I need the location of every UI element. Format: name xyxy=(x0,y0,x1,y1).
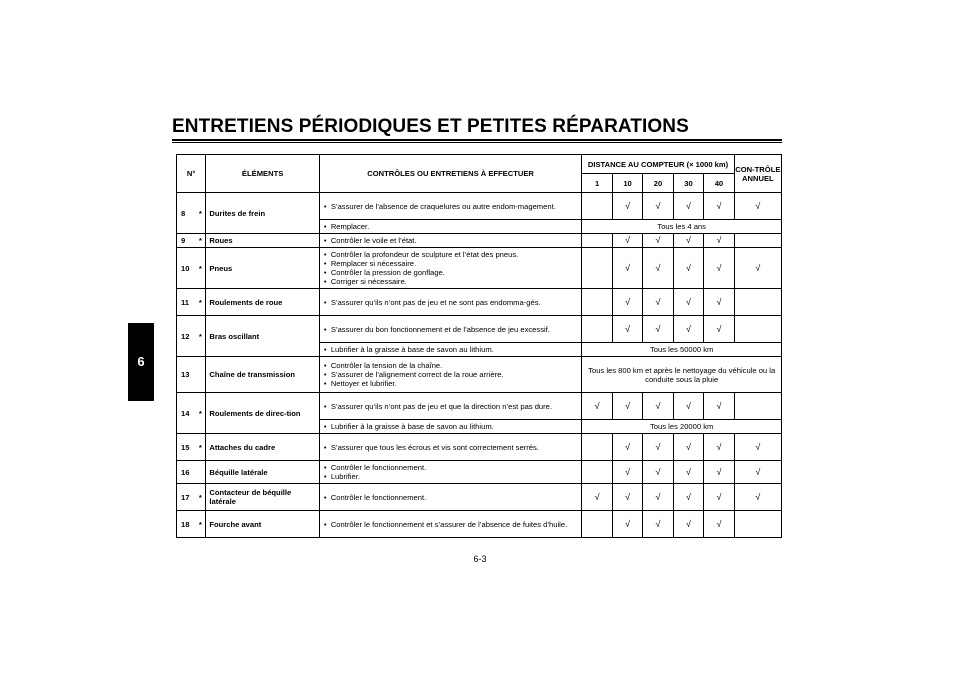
item-number: 10 xyxy=(177,248,196,289)
annual-check-mark: √ xyxy=(734,484,781,511)
item-number: 8 xyxy=(177,193,196,234)
title-rule xyxy=(172,139,782,143)
check-item: • Contrôler le fonctionnement. xyxy=(324,493,578,502)
maintenance-table xyxy=(176,154,782,538)
item-star: * xyxy=(195,248,206,289)
checks-list xyxy=(324,236,578,245)
check-mark: √ xyxy=(704,511,735,538)
item-number: 17 xyxy=(177,484,196,511)
table-row xyxy=(177,193,782,220)
annual-check-mark xyxy=(734,393,781,420)
check-item: • Contrôler le voile et l’état. xyxy=(324,236,578,245)
annual-check-mark xyxy=(734,234,781,248)
chapter-tab: 6 xyxy=(128,323,154,401)
check-mark: √ xyxy=(612,434,642,461)
interval-text: Tous les 4 ans xyxy=(582,220,782,234)
check-mark: √ xyxy=(612,511,642,538)
check-item: • S’assurer de l’alignement correct de la roue arrière. xyxy=(324,370,578,379)
check-mark: √ xyxy=(643,434,673,461)
checks-list xyxy=(324,325,578,334)
header-annual: CON-TRÔLE ANNUEL xyxy=(734,155,781,193)
check-mark xyxy=(582,461,612,484)
check-item: • Contrôler la profondeur de sculpture et l’état des pneus. xyxy=(324,250,578,259)
check-item: • Contrôler le fonctionnement et s’assurer de l’absence de fuites d’huile. xyxy=(324,520,578,529)
header-checks: CONTRÔLES OU ENTRETIENS À EFFECTUER xyxy=(319,155,582,193)
check-mark xyxy=(582,316,612,343)
item-number: 18 xyxy=(177,511,196,538)
annual-check-mark: √ xyxy=(734,193,781,220)
item-star xyxy=(195,357,206,393)
table-row xyxy=(177,234,782,248)
item-checks xyxy=(319,248,582,289)
item-number: 16 xyxy=(177,461,196,484)
check-item: • Contrôler la tension de la chaîne. xyxy=(324,361,578,370)
item-star: * xyxy=(195,511,206,538)
check-mark: √ xyxy=(673,484,703,511)
check-mark xyxy=(582,434,612,461)
header-distance: DISTANCE AU COMPTEUR (× 1000 km) xyxy=(582,155,734,174)
check-mark: √ xyxy=(704,316,735,343)
header-num: N° xyxy=(177,155,206,193)
item-checks xyxy=(319,234,582,248)
check-item: • S’assurer du bon fonctionnement et de l’absence de jeu excessif. xyxy=(324,325,578,334)
check-mark: √ xyxy=(704,289,735,316)
check-mark: √ xyxy=(704,461,735,484)
item-star: * xyxy=(195,316,206,357)
table-row xyxy=(177,484,782,511)
table-row xyxy=(177,461,782,484)
check-mark: √ xyxy=(704,193,735,220)
header-element: ÉLÉMENTS xyxy=(206,155,319,193)
check-mark: √ xyxy=(673,511,703,538)
check-item: • S’assurer qu’ils n’ont pas de jeu et ne sont pas endomma-gés. xyxy=(324,298,578,307)
item-star: * xyxy=(195,434,206,461)
checks-list xyxy=(324,443,578,452)
check-item: • Contrôler la pression de gonflage. xyxy=(324,268,578,277)
item-checks xyxy=(319,220,582,234)
header-km-30: 30 xyxy=(673,174,703,193)
check-mark: √ xyxy=(643,289,673,316)
checks-list xyxy=(324,298,578,307)
check-mark: √ xyxy=(704,484,735,511)
item-checks xyxy=(319,193,582,220)
check-item: • Contrôler le fonctionnement. xyxy=(324,463,578,472)
item-checks xyxy=(319,343,582,357)
annual-check-mark: √ xyxy=(734,461,781,484)
check-item: • S’assurer de l’absence de craquelures ou autre endom-magement. xyxy=(324,202,578,211)
check-item: • S’assurer que tous les écrous et vis sont correctement serrés. xyxy=(324,443,578,452)
item-number: 12 xyxy=(177,316,196,357)
check-mark: √ xyxy=(673,289,703,316)
item-number: 11 xyxy=(177,289,196,316)
item-element: Durites de frein xyxy=(206,193,319,234)
item-checks xyxy=(319,420,582,434)
check-mark xyxy=(582,234,612,248)
item-star: * xyxy=(195,393,206,434)
check-item: • Nettoyer et lubrifier. xyxy=(324,379,578,388)
check-item: • Corriger si nécessaire. xyxy=(324,277,578,286)
check-item: • S’assurer qu’ils n’ont pas de jeu et que la direction n’est pas dure. xyxy=(324,402,578,411)
item-checks xyxy=(319,461,582,484)
table-row xyxy=(177,357,782,393)
item-checks xyxy=(319,289,582,316)
table-row xyxy=(177,289,782,316)
check-mark: √ xyxy=(612,234,642,248)
checks-list xyxy=(324,402,578,411)
table-row xyxy=(177,511,782,538)
item-checks xyxy=(319,511,582,538)
check-mark: √ xyxy=(673,393,703,420)
check-mark: √ xyxy=(673,193,703,220)
item-checks xyxy=(319,357,582,393)
item-star: * xyxy=(195,193,206,234)
check-mark xyxy=(582,511,612,538)
interval-text: Tous les 800 km et après le nettoyage du véhicule ou la conduite sous la pluie xyxy=(582,357,782,393)
checks-list xyxy=(324,222,578,231)
check-mark: √ xyxy=(704,393,735,420)
item-element: Béquille latérale xyxy=(206,461,319,484)
check-mark: √ xyxy=(643,461,673,484)
item-star: * xyxy=(195,484,206,511)
item-checks xyxy=(319,393,582,420)
table-row xyxy=(177,434,782,461)
check-mark xyxy=(582,289,612,316)
annual-check-mark xyxy=(734,511,781,538)
check-mark: √ xyxy=(643,234,673,248)
check-mark: √ xyxy=(643,393,673,420)
annual-check-mark xyxy=(734,289,781,316)
check-mark xyxy=(582,193,612,220)
check-mark xyxy=(582,248,612,289)
item-number: 9 xyxy=(177,234,196,248)
item-number: 13 xyxy=(177,357,196,393)
checks-list xyxy=(324,493,578,502)
annual-check-mark: √ xyxy=(734,434,781,461)
item-element: Roulements de roue xyxy=(206,289,319,316)
check-mark: √ xyxy=(612,461,642,484)
item-element: Roulements de direc-tion xyxy=(206,393,319,434)
interval-text: Tous les 50000 km xyxy=(582,343,782,357)
item-element: Bras oscillant xyxy=(206,316,319,357)
check-mark: √ xyxy=(612,248,642,289)
header-km-1: 1 xyxy=(582,174,612,193)
check-mark: √ xyxy=(704,248,735,289)
check-item: • Remplacer si nécessaire. xyxy=(324,259,578,268)
check-mark: √ xyxy=(643,248,673,289)
table-body xyxy=(177,193,782,538)
item-element: Contacteur de béquille latérale xyxy=(206,484,319,511)
page-title: ENTRETIENS PÉRIODIQUES ET PETITES RÉPARATIONS xyxy=(172,116,689,137)
item-element: Chaîne de transmission xyxy=(206,357,319,393)
check-mark: √ xyxy=(673,248,703,289)
checks-list xyxy=(324,422,578,431)
check-mark: √ xyxy=(582,393,612,420)
check-mark: √ xyxy=(673,316,703,343)
check-mark: √ xyxy=(612,289,642,316)
page-number: 6-3 xyxy=(473,554,487,564)
annual-check-mark xyxy=(734,316,781,343)
item-checks xyxy=(319,484,582,511)
checks-list xyxy=(324,520,578,529)
check-mark: √ xyxy=(673,434,703,461)
checks-list xyxy=(324,202,578,211)
item-element: Pneus xyxy=(206,248,319,289)
annual-check-mark: √ xyxy=(734,248,781,289)
header-km-40: 40 xyxy=(704,174,735,193)
table-row xyxy=(177,316,782,343)
check-item: • Lubrifier à la graisse à base de savon au lithium. xyxy=(324,345,578,354)
check-mark: √ xyxy=(643,316,673,343)
check-mark: √ xyxy=(643,484,673,511)
check-mark: √ xyxy=(612,193,642,220)
item-number: 15 xyxy=(177,434,196,461)
check-mark: √ xyxy=(582,484,612,511)
item-element: Attaches du cadre xyxy=(206,434,319,461)
check-mark: √ xyxy=(673,234,703,248)
header-km-20: 20 xyxy=(643,174,673,193)
check-mark: √ xyxy=(612,393,642,420)
check-item: • Lubrifier. xyxy=(324,472,578,481)
check-mark: √ xyxy=(673,461,703,484)
interval-text: Tous les 20000 km xyxy=(582,420,782,434)
item-checks xyxy=(319,316,582,343)
check-mark: √ xyxy=(704,234,735,248)
table-row xyxy=(177,393,782,420)
checks-list xyxy=(324,463,578,481)
check-mark: √ xyxy=(612,316,642,343)
check-item: • Lubrifier à la graisse à base de savon au lithium. xyxy=(324,422,578,431)
checks-list xyxy=(324,361,578,388)
item-star: * xyxy=(195,234,206,248)
check-mark: √ xyxy=(643,193,673,220)
table-row xyxy=(177,248,782,289)
item-star: * xyxy=(195,289,206,316)
check-mark: √ xyxy=(704,434,735,461)
item-element: Roues xyxy=(206,234,319,248)
check-mark: √ xyxy=(612,484,642,511)
check-item: • Remplacer. xyxy=(324,222,578,231)
item-star xyxy=(195,461,206,484)
checks-list xyxy=(324,345,578,354)
item-checks xyxy=(319,434,582,461)
item-number: 14 xyxy=(177,393,196,434)
checks-list xyxy=(324,250,578,286)
item-element: Fourche avant xyxy=(206,511,319,538)
header-km-10: 10 xyxy=(612,174,642,193)
check-mark: √ xyxy=(643,511,673,538)
